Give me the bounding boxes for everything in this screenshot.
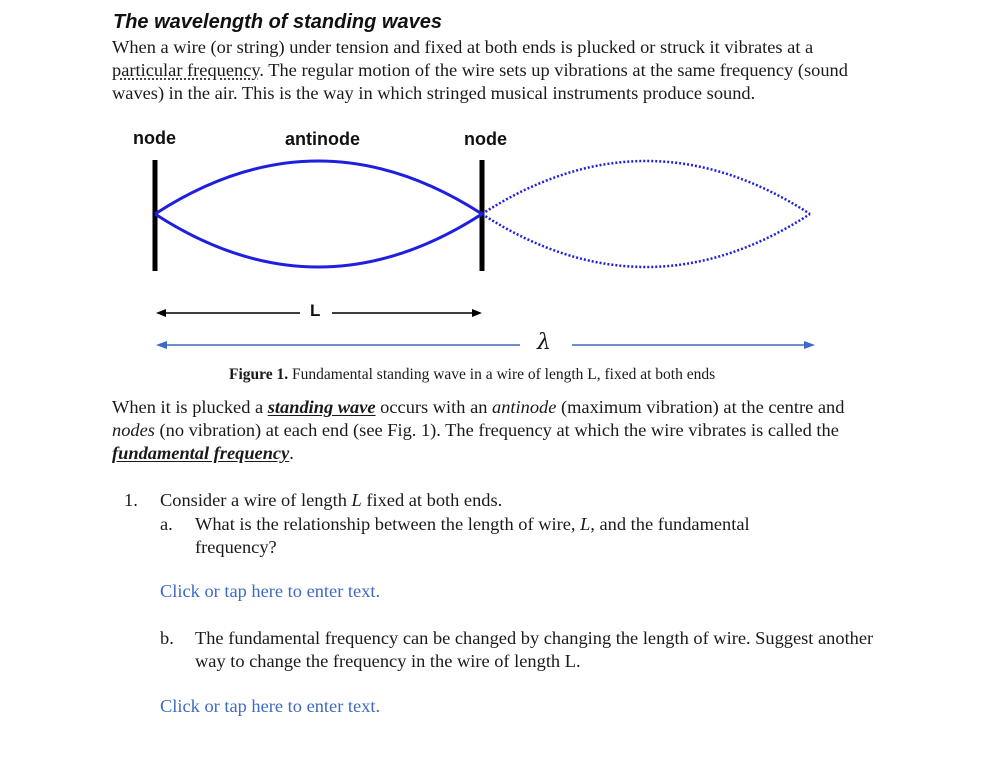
stem-variable: L <box>351 490 362 510</box>
part-a-text-1: What is the relationship between the length of wire, <box>195 514 581 534</box>
wave-upper-dotted <box>482 161 810 214</box>
answer-a-input[interactable]: Click or tap here to enter text. <box>160 581 381 601</box>
antinode-term: antinode <box>492 397 557 417</box>
answer-b-input[interactable]: Click or tap here to enter text. <box>160 696 381 716</box>
wavelength-arrowhead-right <box>804 341 815 349</box>
length-label: L <box>310 301 321 320</box>
length-arrowhead-right <box>472 309 482 317</box>
body-text-1: When it is plucked a <box>112 397 268 417</box>
particular-frequency-link[interactable]: particular frequency <box>112 60 260 80</box>
standing-wave-term: standing wave <box>267 397 376 417</box>
part-b-text: The fundamental frequency can be changed by changing the length of wire. Suggest another way to change the frequency in the wire of length L. <box>195 628 874 671</box>
wave-upper-solid <box>155 161 482 214</box>
intro-text-2: . The regular motion of the wire sets up vibrations at the same frequency (sound waves) in the air. This is the way in which stringed musical instruments produce sound. <box>112 60 848 103</box>
label-node-right: node <box>464 129 507 149</box>
figure-caption <box>229 366 715 384</box>
body-text-2: occurs with an <box>375 397 493 417</box>
body-paragraph <box>112 396 852 465</box>
stem-text-a: Consider a wire of length <box>160 490 352 510</box>
part-b-letter: b. <box>160 628 174 648</box>
wavelength-arrowhead-left <box>156 341 167 349</box>
page-title: The wavelength of standing waves <box>113 11 442 33</box>
intro-text-1: When a wire (or string) under tension and fixed at both ends is plucked or struck it vibrates at a <box>112 37 814 57</box>
caption-bold: Figure 1. <box>229 366 289 383</box>
wave-lower-solid <box>155 214 482 267</box>
wave-lower-dotted <box>482 214 810 267</box>
nodes-term: nodes <box>112 420 155 440</box>
part-a-letter: a. <box>160 514 173 534</box>
part-a-variable: L, <box>580 514 595 534</box>
body-text-4: (no vibration) at each end (see Fig. 1). The frequency at which the wire vibrates is called the <box>154 420 839 440</box>
question-stem <box>160 489 502 512</box>
body-text-3: (maximum vibration) at the centre and <box>556 397 845 417</box>
question-number: 1. <box>124 490 138 510</box>
part-a-text-2: and the fundamental frequency? <box>195 514 750 557</box>
stem-text-b: fixed at both ends. <box>361 490 503 510</box>
caption-text: Fundamental standing wave in a wire of length L, fixed at both ends <box>288 366 716 383</box>
part-a-text <box>195 513 835 559</box>
fundamental-frequency-term: fundamental frequency <box>112 443 290 463</box>
label-antinode: antinode <box>285 129 360 149</box>
length-arrowhead-left <box>156 309 166 317</box>
body-text-5: . <box>289 443 294 463</box>
wavelength-label: λ <box>537 330 551 355</box>
label-node-left: node <box>133 128 176 148</box>
